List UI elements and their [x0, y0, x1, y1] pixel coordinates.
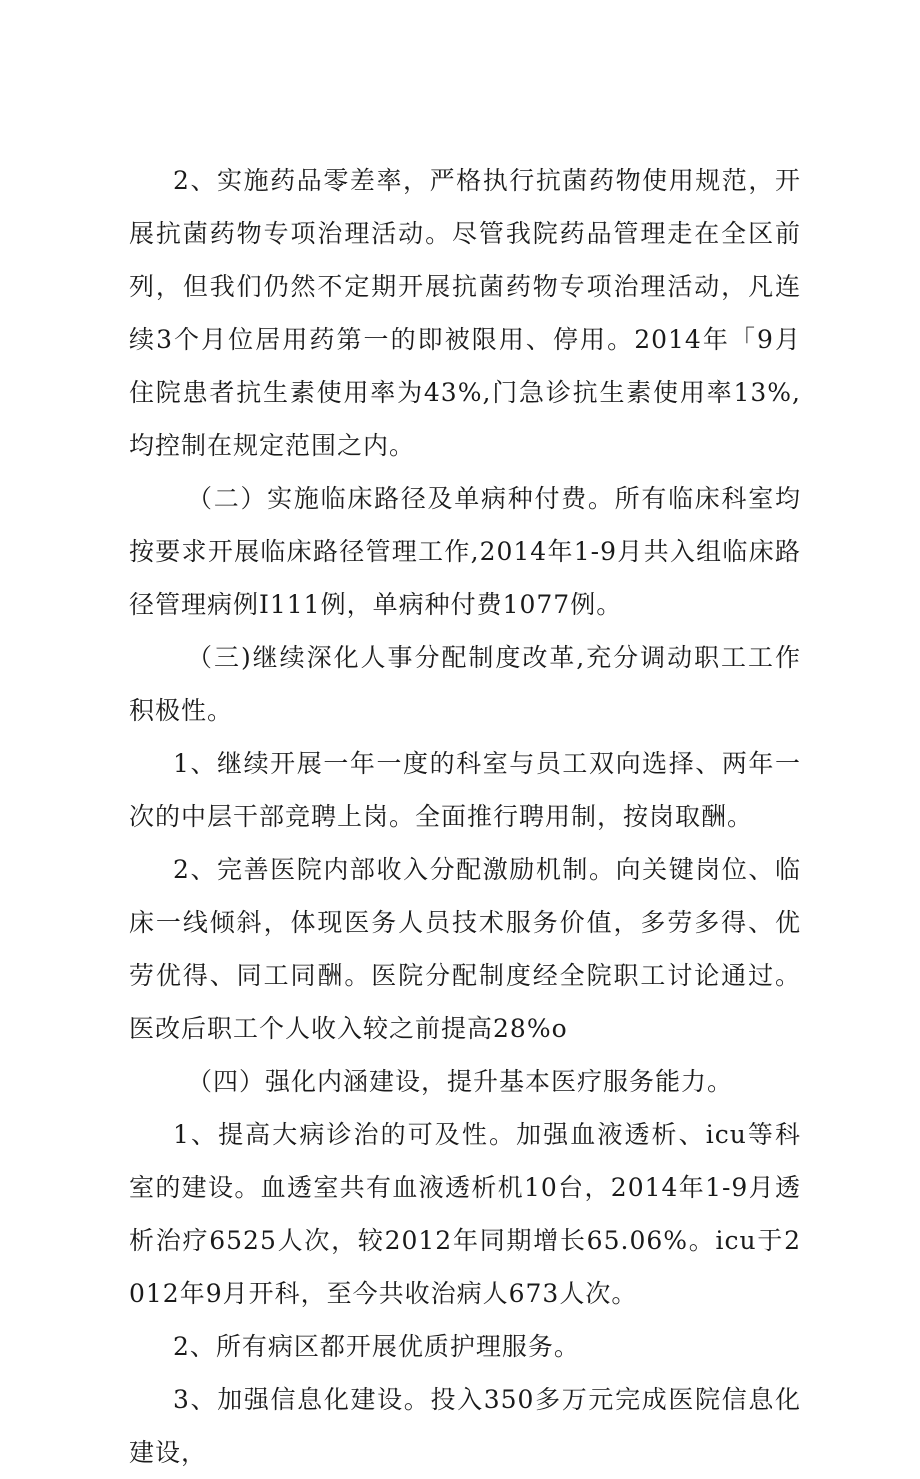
- paragraph-quality-nursing: 2、所有病区都开展优质护理服务。: [173, 1332, 580, 1361]
- paragraph-major-disease: 1、提高大病诊治的可及性。加强血液透析、icu等科室的建设。血透室共有血液透析机10台，2014年1-9月透析治疗6525人次，较2012年同期增长65.06%。icu于2012年9月开科，至今共收治病人673人次。: [129, 1120, 801, 1308]
- paragraph-informatization: 3、加强信息化建设。投入350多万元完成医院信息化建设，: [129, 1385, 801, 1467]
- paragraph-connotation-building: （四）强化内涵建设，提升基本医疗服务能力。: [187, 1067, 734, 1096]
- paragraph-two-way-selection: 1、继续开展一年一度的科室与员工双向选择、两年一次的中层干部竞聘上岗。全面推行聘用制，按岗取酬。: [129, 749, 801, 831]
- paragraph-clinical-pathway: （二）实施临床路径及单病种付费。所有临床科室均按要求开展临床路径管理工作,2014年1-9月共入组临床路径管理病例I111例，单病种付费1077例。: [129, 484, 801, 619]
- paragraph-personnel-reform: （三)继续深化人事分配制度改革,充分调动职工工作积极性。: [129, 643, 801, 725]
- paragraph-income-distribution: 2、完善医院内部收入分配激励机制。向关键岗位、临床一线倾斜，体现医务人员技术服务价值，多劳多得、优劳优得、同工同酬。医院分配制度经全院职工讨论通过。医改后职工个人收入较之前提高28%o: [129, 855, 801, 1043]
- document-body: [129, 154, 801, 1479]
- paragraph-drug-zero-margin: 2、实施药品零差率，严格执行抗菌药物使用规范，开展抗菌药物专项治理活动。尽管我院药品管理走在全区前列，但我们仍然不定期开展抗菌药物专项治理活动，凡连续3个月位居用药第一的即被限用、停用。2014年「9月住院患者抗生素使用率为43%,门急诊抗生素使用率13%,均控制在规定范围之内。: [129, 166, 801, 460]
